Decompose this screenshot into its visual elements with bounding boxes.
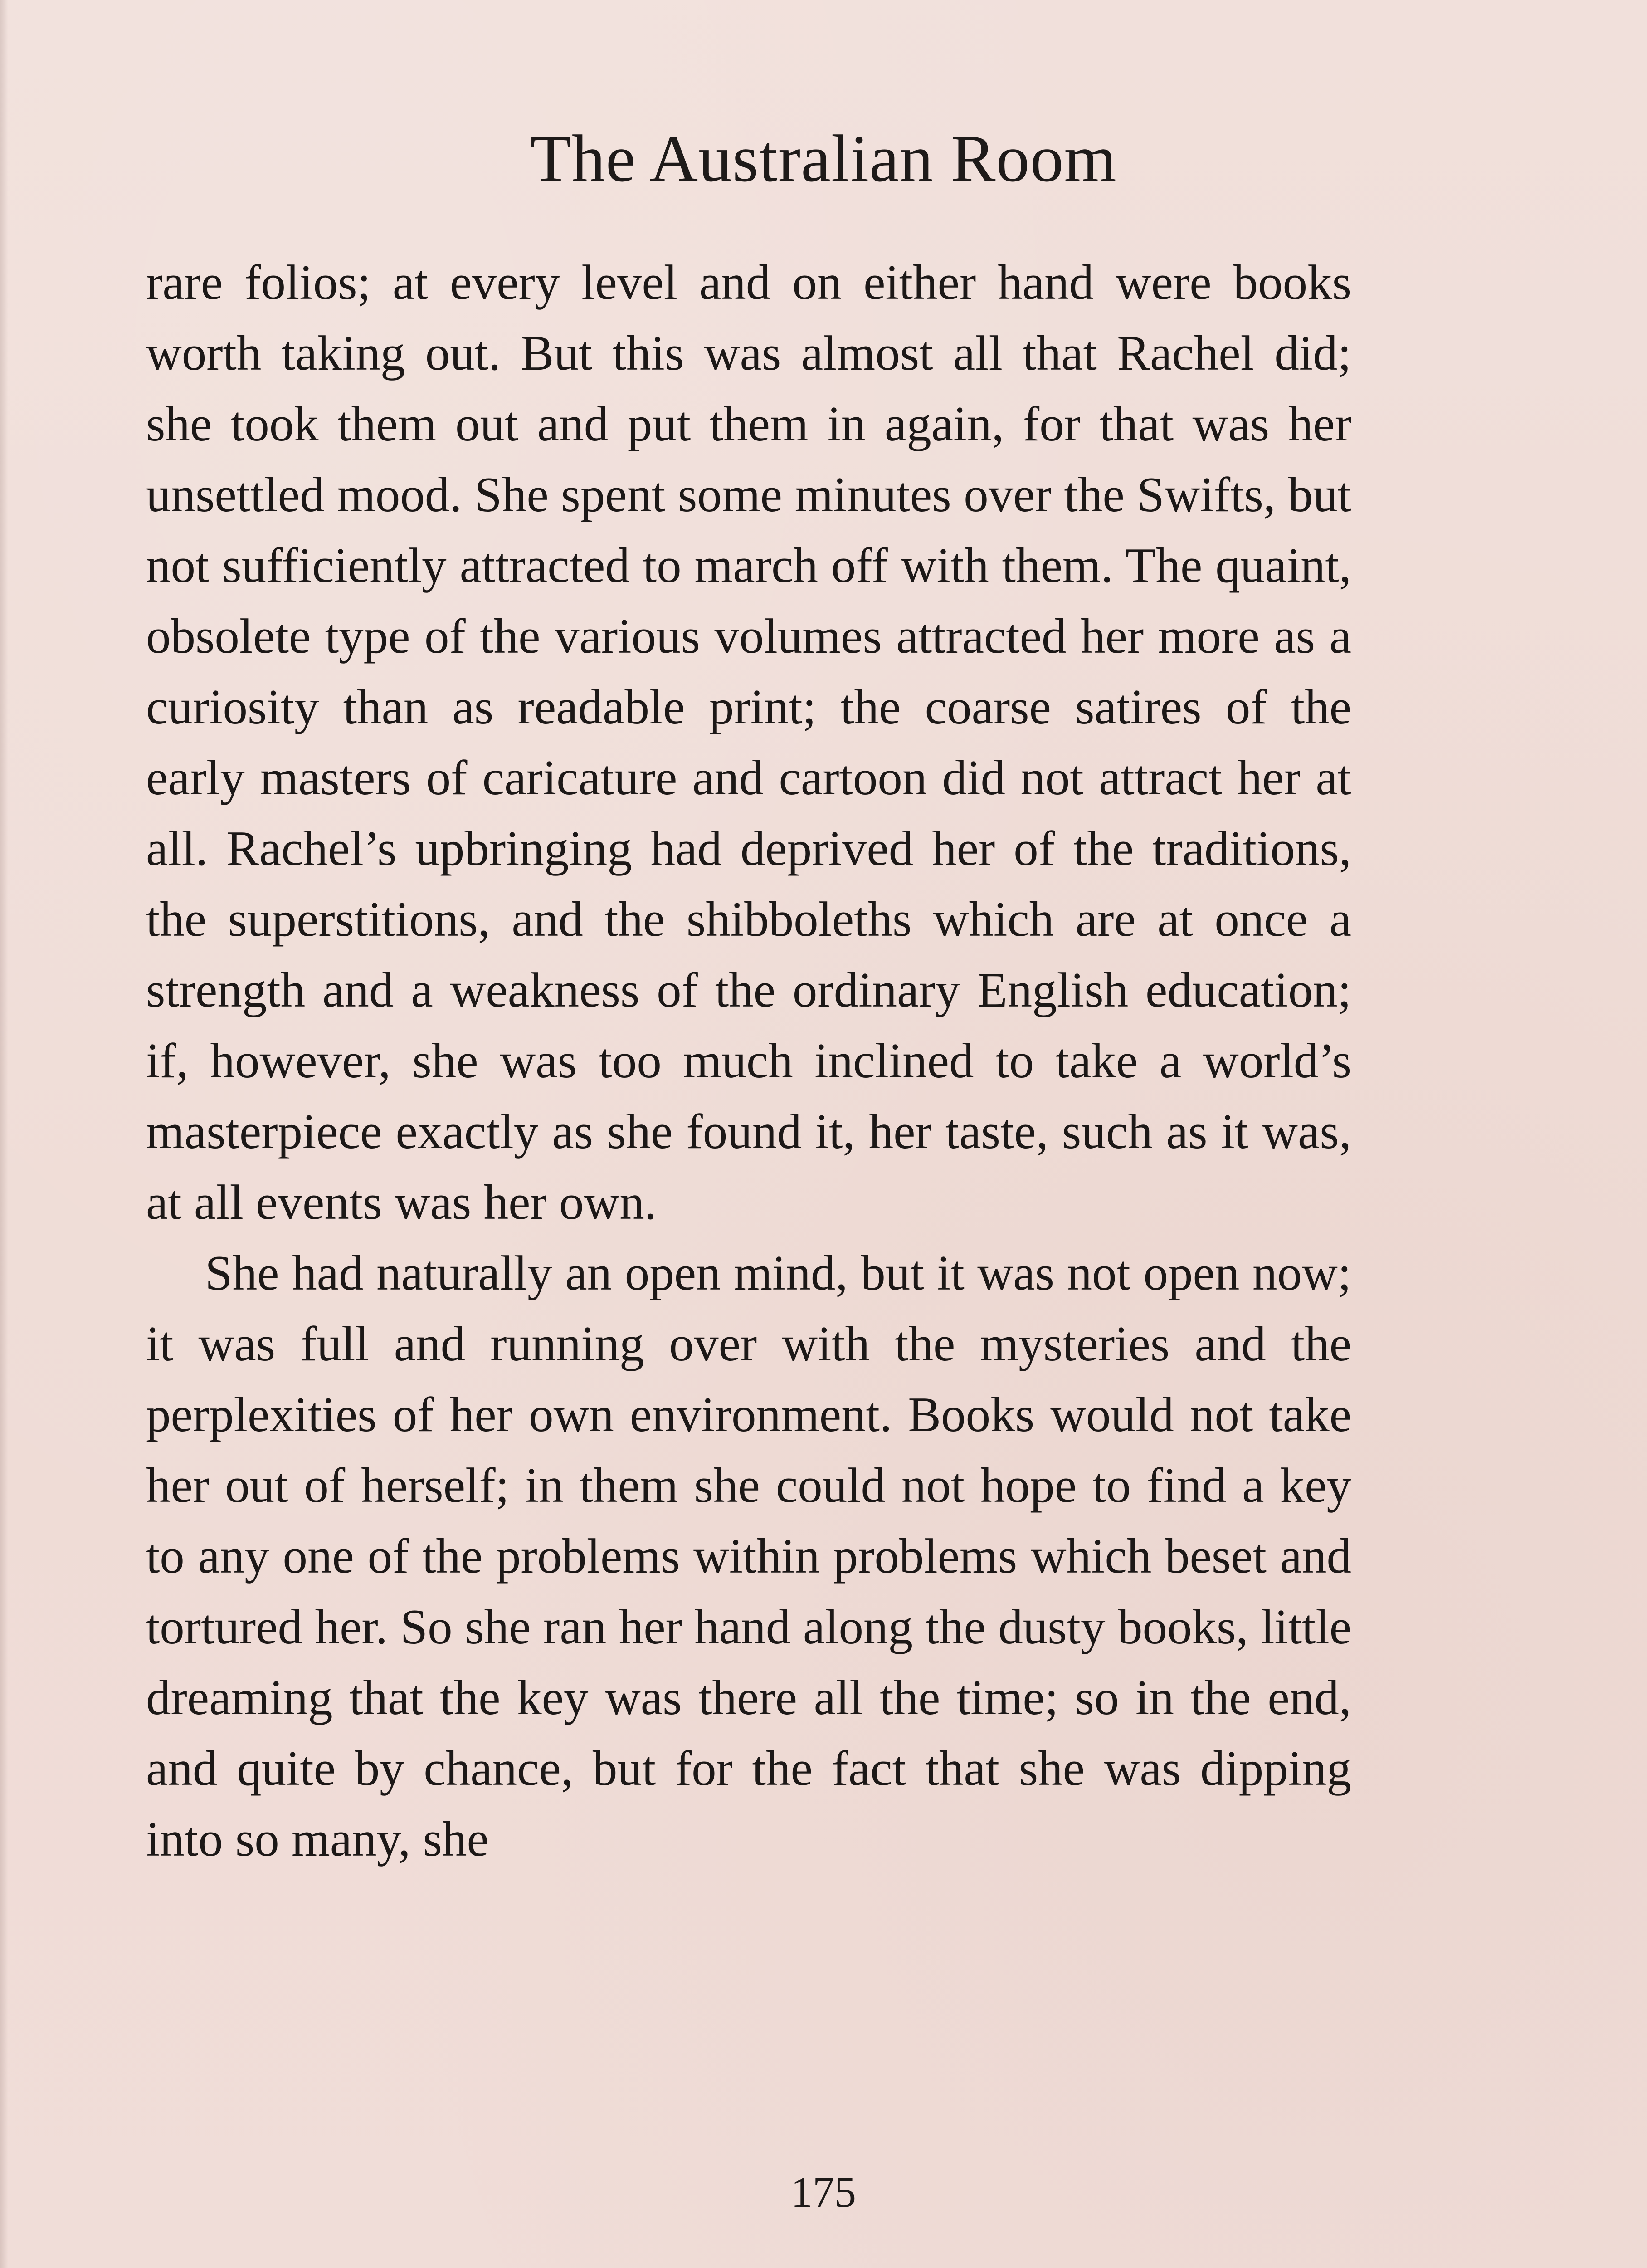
running-head: The Australian Room (530, 122, 1117, 196)
paragraph-new: She had naturally an open mind, but it was not open now; it was full and running over with the mysteries and the perplexities of her own environment. Books would not take her out of herself; in them she could not hope to find a key to any one of the problems within problems which beset and tortured her. So she ran her hand along the dusty books, little dreaming that the key was there all the time; so in the end, and quite by chance, but for the fact that she was dipping into so many, she (146, 1246, 1351, 1867)
page-body-text (146, 247, 1351, 1875)
paragraph-continued: rare folios; at every level and on either hand were books worth taking out. But this was almost all that Rachel did; she took them out and put them in again, for that was her unsettled mood. She spent some minutes over the Swifts, but not sufficiently attracted to march off with them. The quaint, obsolete type of the various volumes attracted her more as a curiosity than as readable print; the coarse satires of the early masters of caricature and cartoon did not attract her at all. Rachel’s upbringing had deprived her of the traditions, the superstitions, and the shibboleths which are at once a strength and a weakness of the ordinary English education; if, however, she was too much inclined to take a world’s masterpiece exactly as she found it, her taste, such as it was, at all events was her own. (146, 255, 1351, 1230)
page-number: 175 (791, 2168, 856, 2216)
page-edge-shadow (0, 0, 8, 2268)
